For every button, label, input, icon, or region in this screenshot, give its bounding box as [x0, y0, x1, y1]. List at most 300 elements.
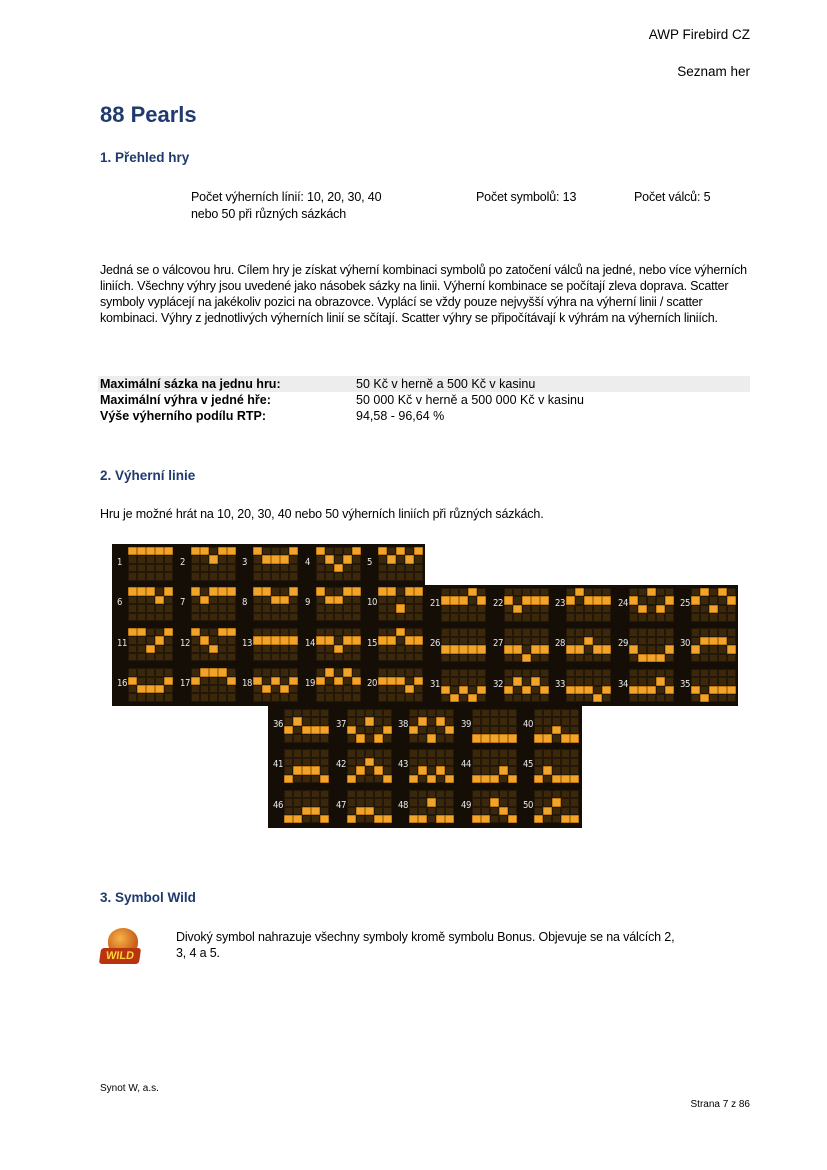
payline-20 [362, 665, 425, 705]
payline-position [409, 734, 418, 742]
payline-position-active [352, 547, 361, 555]
page-title: 88 Pearls [100, 102, 197, 127]
payline-position [436, 758, 445, 766]
payline-position [320, 717, 329, 725]
payline-position-active [481, 734, 490, 742]
payline-position [128, 636, 137, 644]
payline-position-active [436, 815, 445, 823]
payline-position [513, 686, 522, 694]
payline-position [191, 645, 200, 653]
payline-position [691, 637, 700, 645]
payline-position [638, 613, 647, 621]
payline-position [656, 637, 665, 645]
payline-position [383, 790, 392, 798]
payline-number: 29 [617, 638, 628, 650]
payline-number: 18 [242, 678, 253, 690]
payline-grid [629, 588, 674, 622]
payline-position [374, 749, 383, 757]
payline-position [383, 717, 392, 725]
reels-info: Počet válců: 5 [634, 190, 711, 204]
payline-position-active [566, 596, 575, 604]
payline-position [718, 596, 727, 604]
payline-position-active [271, 555, 280, 563]
payline-position [137, 636, 146, 644]
payline-position [347, 790, 356, 798]
payline-1 [112, 544, 175, 584]
payline-position [365, 766, 374, 774]
payline-position [334, 547, 343, 555]
payline-position [534, 798, 543, 806]
payline-position [200, 613, 209, 621]
payline-position-active [155, 547, 164, 555]
payline-number: 38 [398, 719, 409, 730]
payline-position [540, 669, 549, 677]
header-section: Seznam her [677, 64, 750, 79]
payline-position-active [508, 775, 517, 783]
payline-position [289, 685, 298, 693]
payline-position [253, 572, 262, 580]
payline-position [209, 685, 218, 693]
payline-position [418, 709, 427, 717]
payline-position-active [200, 596, 209, 604]
payline-position-active [575, 588, 584, 596]
payline-position [441, 605, 450, 613]
payline-position [343, 677, 352, 685]
row-label: Maximální sázka na jednu hru: [100, 377, 281, 391]
payline-position-active [445, 726, 454, 734]
payline-grid [191, 547, 236, 581]
payline-position-active [218, 628, 227, 636]
payline-position-active [356, 807, 365, 815]
payline-position [387, 645, 396, 653]
payline-position [289, 555, 298, 563]
payline-position-active [459, 645, 468, 653]
payline-number: 30 [680, 638, 691, 650]
payline-position-active [481, 775, 490, 783]
section-heading-paylines: 2. Výherní linie [100, 468, 196, 483]
payline-17 [175, 665, 238, 705]
payline-position [418, 726, 427, 734]
payline-position [566, 654, 575, 662]
payline-position [396, 668, 405, 676]
payline-position-active [209, 645, 218, 653]
payline-position [347, 709, 356, 717]
payline-position-active [378, 636, 387, 644]
payline-position [522, 677, 531, 685]
payline-position [302, 717, 311, 725]
payline-position [436, 709, 445, 717]
payline-position-active [647, 654, 656, 662]
payline-position-active [146, 547, 155, 555]
payline-grid [534, 709, 579, 743]
payline-position [316, 564, 325, 572]
payline-position [561, 758, 570, 766]
payline-position [718, 677, 727, 685]
payline-position [209, 628, 218, 636]
payline-position [262, 693, 271, 701]
payline-position [405, 547, 414, 555]
payline-position [543, 717, 552, 725]
payline-position [227, 668, 236, 676]
payline-grid [378, 628, 423, 662]
payline-position [343, 596, 352, 604]
payline-position [218, 613, 227, 621]
payline-position [481, 726, 490, 734]
payline-position-active [602, 596, 611, 604]
payline-position-active [531, 645, 540, 653]
payline-position [164, 572, 173, 580]
payline-position [656, 588, 665, 596]
payline-position [253, 628, 262, 636]
payline-position [534, 709, 543, 717]
payline-position-active [164, 677, 173, 685]
payline-position-active [409, 815, 418, 823]
payline-position [638, 637, 647, 645]
payline-position [552, 807, 561, 815]
payline-position [271, 564, 280, 572]
payline-4 [300, 544, 363, 584]
payline-5 [362, 544, 425, 584]
payline-position [128, 604, 137, 612]
payline-position [164, 685, 173, 693]
payline-position [575, 694, 584, 702]
payline-position [128, 596, 137, 604]
payline-position [383, 709, 392, 717]
payline-position [499, 798, 508, 806]
payline-grid [441, 588, 486, 622]
payline-position [253, 693, 262, 701]
payline-position-active [128, 677, 137, 685]
payline-position-active [227, 628, 236, 636]
payline-position [325, 547, 334, 555]
payline-position [262, 653, 271, 661]
payline-position [146, 572, 155, 580]
payline-position-active [209, 668, 218, 676]
payline-position-active [499, 766, 508, 774]
payline-position [356, 758, 365, 766]
payline-position [593, 677, 602, 685]
payline-position [218, 572, 227, 580]
payline-position [316, 572, 325, 580]
payline-48 [393, 787, 456, 827]
payline-position [602, 637, 611, 645]
payline-number: 14 [304, 637, 315, 649]
payline-position [561, 726, 570, 734]
payline-position [459, 628, 468, 636]
payline-position-active [468, 645, 477, 653]
payline-position [656, 645, 665, 653]
payline-position [468, 686, 477, 694]
payline-position [227, 564, 236, 572]
payline-position [311, 749, 320, 757]
payline-position [490, 726, 499, 734]
payline-position [374, 775, 383, 783]
payline-position [280, 587, 289, 595]
payline-position-active [356, 734, 365, 742]
payline-position-active [356, 766, 365, 774]
payline-position [396, 587, 405, 595]
payline-position [155, 572, 164, 580]
payline-position [700, 613, 709, 621]
payline-position-active [311, 807, 320, 815]
payline-position [490, 709, 499, 717]
payline-position [284, 749, 293, 757]
payline-position-active [128, 628, 137, 636]
payline-position [513, 596, 522, 604]
payline-position-active [262, 685, 271, 693]
payline-number: 13 [242, 637, 253, 649]
payline-position [534, 758, 543, 766]
payline-position [593, 628, 602, 636]
payline-position [727, 694, 736, 702]
payline-position-active [253, 677, 262, 685]
payline-position [418, 758, 427, 766]
payline-position [396, 685, 405, 693]
payline-position [325, 653, 334, 661]
payline-position [727, 628, 736, 636]
payline-25 [675, 585, 738, 625]
payline-position [396, 645, 405, 653]
payline-position [383, 807, 392, 815]
payline-position [499, 758, 508, 766]
payline-position [561, 709, 570, 717]
payline-position [271, 572, 280, 580]
payline-position-active [347, 815, 356, 823]
payline-position [459, 613, 468, 621]
payline-position [191, 572, 200, 580]
payline-18 [237, 665, 300, 705]
payline-position-active [513, 677, 522, 685]
payline-position [499, 790, 508, 798]
payline-position [253, 668, 262, 676]
payline-position [540, 637, 549, 645]
payline-position-active [146, 685, 155, 693]
payline-position [352, 685, 361, 693]
payline-position [378, 572, 387, 580]
payline-position [490, 766, 499, 774]
payline-number: 49 [460, 799, 471, 811]
payline-position [468, 628, 477, 636]
payline-position [311, 717, 320, 725]
payline-position [128, 668, 137, 676]
payline-position [638, 628, 647, 636]
payline-position [137, 693, 146, 701]
payline-position [284, 758, 293, 766]
payline-position [656, 686, 665, 694]
payline-position-active [691, 645, 700, 653]
payline-position-active [522, 654, 531, 662]
payline-position [316, 604, 325, 612]
payline-position [441, 677, 450, 685]
payline-position [436, 726, 445, 734]
payline-position [320, 790, 329, 798]
payline-position-active [293, 766, 302, 774]
wild-text-1: Divoký symbol nahrazuje všechny symboly kromě symbolu Bonus. Objevuje se na válcích 2, [176, 930, 675, 944]
payline-position [316, 693, 325, 701]
payline-position [575, 613, 584, 621]
payline-position [200, 555, 209, 563]
payline-position-active [656, 677, 665, 685]
payline-position [691, 613, 700, 621]
payline-position [543, 726, 552, 734]
payline-position [436, 807, 445, 815]
payline-position-active [137, 685, 146, 693]
payline-position [218, 685, 227, 693]
row-value: 94,58 - 96,64 % [356, 409, 445, 423]
payline-position-active [700, 694, 709, 702]
payline-number: 48 [398, 799, 409, 811]
payline-position-active [387, 555, 396, 563]
payline-position-active [293, 717, 302, 725]
payline-position [522, 613, 531, 621]
payline-number: 45 [523, 759, 534, 771]
payline-position-active [284, 775, 293, 783]
payline-position [477, 628, 486, 636]
payline-position [311, 709, 320, 717]
payline-position [280, 628, 289, 636]
payline-position-active [320, 775, 329, 783]
payline-position [405, 645, 414, 653]
payline-position [647, 605, 656, 613]
payline-position [218, 645, 227, 653]
row-label: Maximální výhra v jedné hře: [100, 393, 271, 407]
payline-position-active [378, 547, 387, 555]
payline-position [472, 749, 481, 757]
payline-number: 17 [179, 678, 190, 690]
payline-position [409, 798, 418, 806]
payline-position-active [383, 775, 392, 783]
payline-grid [253, 668, 298, 702]
payline-position [543, 709, 552, 717]
payline-position [602, 628, 611, 636]
payline-position-active [504, 686, 513, 694]
payline-position-active [468, 694, 477, 702]
payline-position [727, 677, 736, 685]
payline-position [378, 604, 387, 612]
payline-position-active [280, 685, 289, 693]
payline-position-active [414, 547, 423, 555]
payline-position [552, 709, 561, 717]
payline-position [316, 668, 325, 676]
payline-number: 1 [117, 557, 122, 568]
payline-position [289, 596, 298, 604]
payline-position [531, 628, 540, 636]
payline-position-active [561, 734, 570, 742]
payline-position [365, 790, 374, 798]
payline-position [561, 798, 570, 806]
payline-position [146, 604, 155, 612]
payline-position [508, 758, 517, 766]
payline-position [427, 758, 436, 766]
payline-position [593, 588, 602, 596]
payline-position [414, 693, 423, 701]
payline-position [280, 572, 289, 580]
payline-30 [675, 625, 738, 665]
payline-position-active [445, 775, 454, 783]
payline-position-active [253, 636, 262, 644]
payline-position [490, 717, 499, 725]
payline-position [472, 726, 481, 734]
payline-position [513, 628, 522, 636]
payline-position-active [441, 596, 450, 604]
payline-position-active [218, 587, 227, 595]
payline-position-active [561, 815, 570, 823]
payline-position [552, 815, 561, 823]
payline-position [209, 547, 218, 555]
payline-position [477, 613, 486, 621]
payline-16 [112, 665, 175, 705]
payline-position-active [378, 587, 387, 595]
payline-position [575, 677, 584, 685]
payline-position [566, 628, 575, 636]
payline-position [227, 636, 236, 644]
payline-position [191, 596, 200, 604]
payline-position [316, 685, 325, 693]
payline-position-active [191, 587, 200, 595]
payline-position-active [128, 547, 137, 555]
payline-position [477, 605, 486, 613]
payline-position [468, 613, 477, 621]
payline-34 [613, 666, 676, 706]
payline-position [164, 596, 173, 604]
payline-position [271, 628, 280, 636]
payline-position-active [383, 726, 392, 734]
row-value: 50 000 Kč v herně a 500 000 Kč v kasinu [356, 393, 584, 407]
payline-position [218, 604, 227, 612]
payline-position-active [387, 587, 396, 595]
payline-position [271, 587, 280, 595]
payline-position [570, 749, 579, 757]
payline-position [334, 604, 343, 612]
table-row [98, 408, 750, 424]
payline-position-active [709, 605, 718, 613]
payline-number: 42 [335, 759, 346, 771]
payline-position-active [727, 645, 736, 653]
payline-position [155, 555, 164, 563]
payline-grid [472, 749, 517, 783]
payline-position [566, 613, 575, 621]
payline-position [365, 815, 374, 823]
payline-position [343, 653, 352, 661]
payline-position [647, 596, 656, 604]
payline-50 [518, 787, 581, 827]
payline-position [164, 693, 173, 701]
payline-position [450, 669, 459, 677]
payline-position [468, 637, 477, 645]
payline-position-active [164, 628, 173, 636]
payline-position [513, 669, 522, 677]
payline-position [320, 798, 329, 806]
payline-position [302, 734, 311, 742]
payline-position [665, 613, 674, 621]
payline-position [638, 645, 647, 653]
payline-position [656, 628, 665, 636]
payline-position [629, 654, 638, 662]
payline-position-active [647, 588, 656, 596]
payline-number: 25 [680, 598, 691, 609]
payline-position-active [191, 547, 200, 555]
payline-position-active [665, 686, 674, 694]
payline-position [378, 685, 387, 693]
payline-position [522, 637, 531, 645]
payline-position [209, 677, 218, 685]
payline-position [218, 693, 227, 701]
payline-12 [175, 625, 238, 665]
payline-position [552, 758, 561, 766]
payline-position-active [343, 555, 352, 563]
payline-position [629, 628, 638, 636]
payline-position [522, 669, 531, 677]
